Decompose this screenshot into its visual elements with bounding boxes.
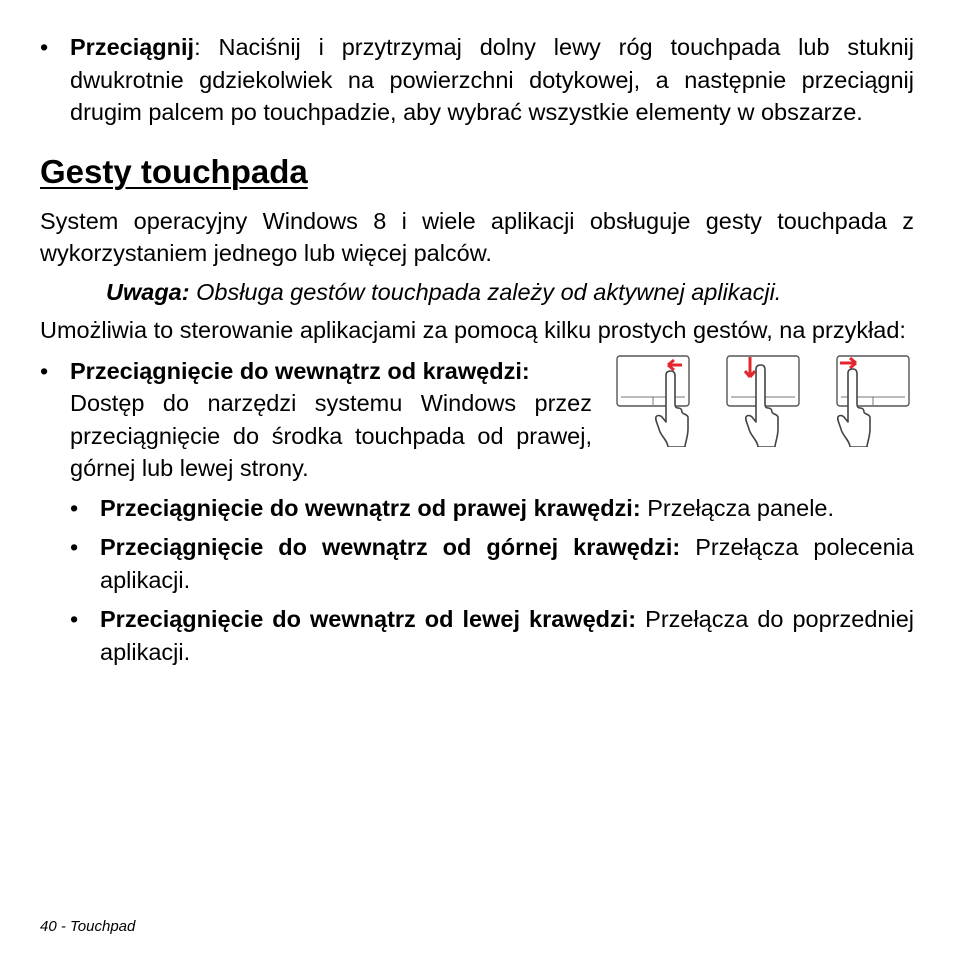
swipe-from-right-icon	[616, 355, 692, 447]
bullet: •	[40, 357, 49, 384]
page-content	[40, 31, 914, 668]
right-edge-text: Przełącza panele.	[640, 494, 835, 521]
left-edge-term: Przeciągnięcie do wewnątrz od lewej krawędzi:	[100, 606, 637, 632]
note	[40, 276, 914, 309]
bullet: •	[70, 534, 79, 560]
note-text: Obsługa gestów touchpada zależy od aktywnej aplikacji.	[189, 278, 782, 305]
bullet: •	[70, 606, 79, 632]
page-footer: 40 - Touchpad	[40, 918, 136, 935]
list-item-right-edge	[40, 492, 914, 525]
drag-term: Przeciągnij	[70, 34, 195, 60]
drag-text: : Naciśnij i przytrzymaj dolny lewy róg touchpada lub stuknij dwukrotnie gdziekolwiek na powierzchni dotykowej, a następnie przeciągnij drugim palcem po touchpadzie, aby wybrać wszystkie elementy w obszarze.	[70, 34, 914, 125]
gesture-illustrations	[616, 355, 912, 447]
bullet: •	[40, 34, 49, 60]
list-item-edge-swipe	[40, 355, 592, 485]
list-item-left-edge	[40, 603, 914, 668]
edge-swipe-block	[40, 355, 914, 485]
bullet: •	[70, 494, 79, 521]
left-edge-text: Przełącza do poprzedniej aplikacji.	[100, 606, 914, 665]
note-label: Uwaga:	[106, 278, 190, 305]
section-title: Gesty touchpada	[40, 152, 308, 190]
list-item-top-edge	[40, 531, 914, 596]
top-edge-term: Przeciągnięcie do wewnątrz od górnej krawędzi:	[100, 534, 681, 560]
edge-swipe-text: Dostęp do narzędzi systemu Windows przez przeciągnięcie do środka touchpada od prawej, górnej lub lewej strony.	[70, 390, 592, 481]
right-edge-term: Przeciągnięcie do wewnątrz od prawej krawędzi:	[100, 494, 641, 521]
intro-paragraph: System operacyjny Windows 8 i wiele aplikacji obsługuje gesty touchpada z wykorzystaniem jednego lub więcej palców.	[40, 207, 914, 266]
gestures-paragraph: Umożliwia to sterowanie aplikacjami za pomocą kilku prostych gestów, na przykład:	[40, 317, 906, 343]
top-edge-text: Przełącza polecenia aplikacji.	[100, 534, 914, 593]
swipe-from-top-icon	[726, 355, 802, 447]
edge-swipe-term: Przeciągnięcie do wewnątrz od krawędzi:	[70, 357, 530, 384]
list-item-drag	[40, 31, 914, 129]
swipe-from-left-icon	[836, 355, 912, 447]
